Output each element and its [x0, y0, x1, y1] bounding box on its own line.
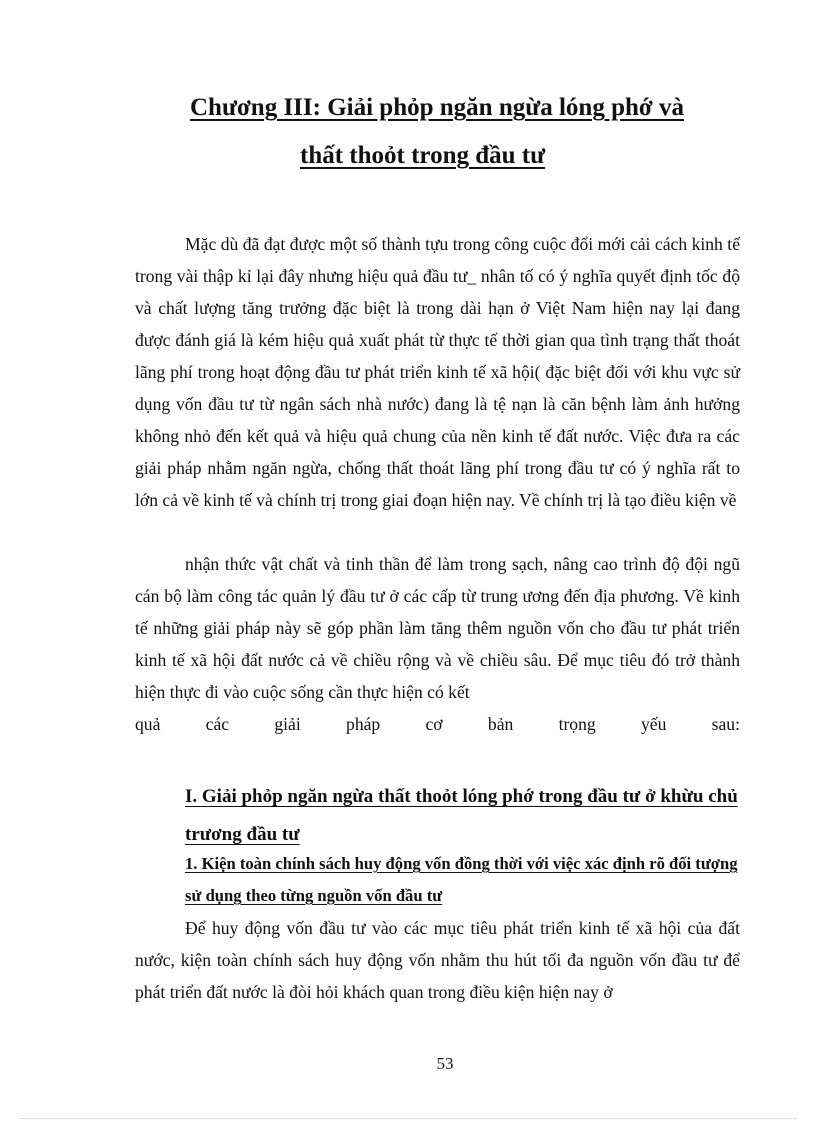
intro-paragraph-1: Mặc dù đã đạt được một số thành tựu trong công cuộc đổi mới cải cách kinh tế trong vài thập kỉ lại đây nhưng hiệu quả đầu tư_ nhân tố có ý nghĩa quyết định tốc độ và chất lượng tăng trưởng đặc biệt là trong dài hạn ở Việt Nam hiện nay lại đang được đánh giá là kém hiệu quả xuất phát từ thực tế thời gian qua tình trạng thất thoát lãng phí trong hoạt động đầu tư phát triển kinh tế xã hội( đặc biệt đối với khu vực sử dụng vốn đầu tư từ ngân sách nhà nước) đang là tệ nạn là căn bệnh làm ảnh hưởng không nhỏ đến kết quả và hiệu quả chung của nền kinh tế đất nước. Việc đưa ra các giải pháp nhằm ngăn ngừa, chống thất thoát lãng phí trong đầu tư có ý nghĩa rất to lớn cả về kinh tế và chính trị trong giai đoạn hiện nay. Về chính trị là tạo điều kiện về — [135, 234, 740, 510]
chapter-title-line-1: Chương III: Giải phỏp ngăn ngừa lóng phớ và — [190, 94, 684, 121]
chapter-title-line-2: thất thoỏt trong đầu tư — [300, 142, 546, 169]
page-number: 53 — [436, 1054, 454, 1073]
last-line-word: trọng — [558, 714, 596, 734]
intro-last-line — [135, 708, 740, 740]
last-line-word: quả — [135, 714, 161, 734]
last-line-word: các — [205, 714, 230, 734]
last-line-word: yếu — [640, 714, 667, 734]
last-line-word: cơ — [425, 714, 443, 734]
last-line-word: giải — [274, 714, 301, 734]
last-line-word: sau: — [711, 714, 740, 734]
section-heading: I. Giải phỏp ngăn ngừa thất thoỏt lóng phớ trong đầu tư ở khừu chủ trương đầu tư — [185, 786, 738, 845]
sub-heading: 1. Kiện toàn chính sách huy động vốn đồng thời với việc xác định rõ đối tượng sử dụng theo từng nguồn vốn đầu tư — [185, 854, 738, 905]
last-line-word: bản — [487, 714, 514, 734]
intro-paragraph-2: nhận thức vật chất và tinh thần để làm trong sạch, nâng cao trình độ đội ngũ cán bộ làm công tác quản lý đầu tư ở các cấp từ trung ương đến địa phương. Về kinh tế những giải pháp này sẽ góp phần làm tăng thêm nguồn vốn cho đầu tư phát triển kinh tế xã hội đất nước cả về chiều rộng và về chiều sâu. Để mục tiêu đó trở thành hiện thực đi vào cuộc sống cần thực hiện có kết — [135, 554, 740, 702]
last-line-word: pháp — [346, 714, 381, 734]
section-paragraph: Để huy động vốn đầu tư vào các mục tiêu phát triển kinh tế xã hội của đất nước, kiện toàn chính sách huy động vốn nhằm thu hút tối đa nguồn vốn đầu tư để phát triển đất nước là đòi hỏi khách quan trong điều kiện hiện nay ở — [135, 918, 740, 1002]
page-bottom-divider — [20, 1118, 796, 1119]
